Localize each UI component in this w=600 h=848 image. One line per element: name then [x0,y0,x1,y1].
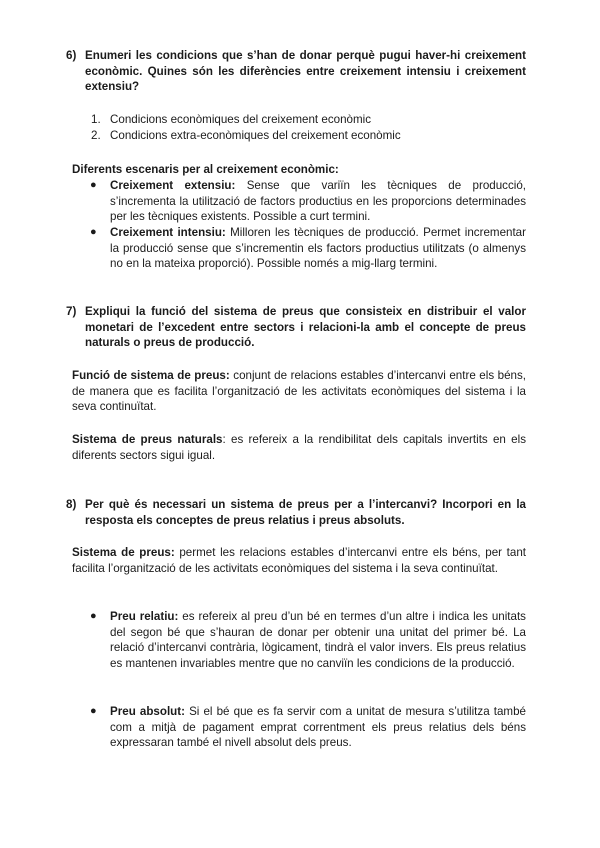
bullet-term: Preu absolut: [110,705,185,718]
paragraph-term: Sistema de preus naturals [72,433,223,446]
bullet-icon: ● [90,705,97,717]
question-text: Per què és necessari un sistema de preus per a l’intercanvi? Incorpori en la resposta els conceptes de preus relatius i preus absoluts. [85,498,526,527]
list-text: Condicions extra-econòmiques del creixement econòmic [110,129,401,142]
answer-paragraph [72,545,526,576]
list-text: Condicions econòmiques del creixement econòmic [110,113,371,126]
paragraph-text: : es refereix a la rendibilitat dels capitals invertits en els diferents sectors sigui igual. [72,433,526,462]
bullet-icon: ● [90,610,97,622]
bullet-item [90,704,526,751]
bullet-item [90,609,526,671]
bullet-term: Preu relatiu: [110,610,179,623]
question-number: 7) [66,305,77,318]
question-text: Expliqui la funció del sistema de preus que consisteix en distribuir el valor monetari de l’excedent entre sectors i relacioni-la amb el concepte de preus naturals o preus de producció. [85,305,526,350]
bullet-text: Si el bé que es fa servir com a unitat de mesura s’utilitza també com a mitjà de pagament emprat correntment els preus relatius dels béns expressaran també el nivell absolut dels preus. [110,705,526,750]
question-7 [66,304,526,351]
bullet-text: Sense que variïn les tècniques de producció, s’incrementa la utilització de factors productius en les proporcions determinades per les tècniques existents. Possible a curt termini. [110,179,526,224]
paragraph-text: permet les relacions estables d’intercanvi entre els béns, per tant facilita l’organització de les activitats econòmiques del sistema i la seva continuïtat. [72,546,526,575]
answer-paragraph [72,368,526,415]
bullet-text: Milloren les tècniques de producció. Permet incrementar la producció sense que s’incrementin els factors productius utilitzats (o almenys no en la mateixa proporció). Possible només a mig-llarg termini. [110,226,526,271]
paragraph-term: Funció de sistema de preus: [72,369,230,382]
bullet-term: Creixement intensiu: [110,226,226,239]
question-text: Enumeri les condicions que s’han de donar perquè pugui haver-hi creixement econòmic. Quines són les diferències entre creixement intensiu i creixement extensiu? [85,49,526,94]
paragraph-term: Sistema de preus: [72,546,175,559]
answer-paragraph [72,432,526,463]
bullet-item [90,225,526,272]
question-number: 8) [66,498,77,511]
question-6 [66,48,526,95]
scenarios-heading: Diferents escenaris per al creixement econòmic: [72,163,339,176]
bullet-text: es refereix al preu d’un bé en termes d’un altre i indica les unitats del segon bé que s’hauran de donar per obtenir una unitat del primer bé. La relació d’intercanvi contrària, lògicament, tindrà el valor invers. Els preus relatius es mantenen invariables mentre que no canviïn les condicions de la producció. [110,610,526,670]
question-number: 6) [66,49,77,62]
bullet-icon: ● [90,226,97,238]
paragraph-text: conjunt de relacions estables d’intercanvi entre els béns, de manera que es facilita l’organització de les activitats econòmiques del sistema i la seva continuïtat. [72,369,526,414]
bullet-item [90,178,526,225]
list-number: 2. [91,129,101,142]
bullet-icon: ● [90,179,97,191]
bullet-term: Creixement extensiu: [110,179,236,192]
list-number: 1. [91,113,101,126]
question-8 [66,497,526,528]
